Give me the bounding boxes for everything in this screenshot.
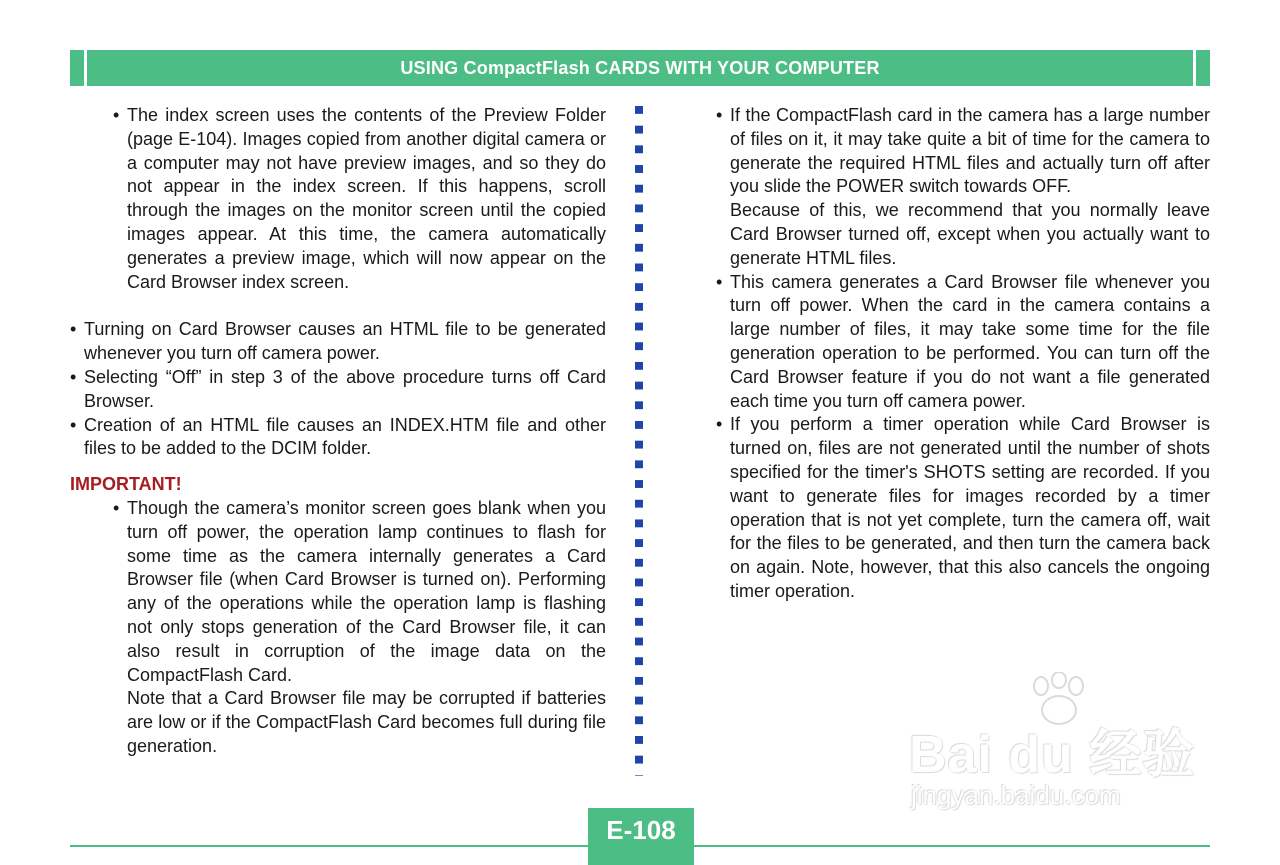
left-column (70, 104, 606, 759)
baidu-watermark (905, 672, 1205, 812)
spacer (70, 294, 606, 318)
important-note: Note that a Card Browser file may be corrupted if batteries are low or if the CompactFlash Card becomes full during file generation. (127, 688, 606, 756)
header-bar (70, 50, 1210, 86)
watermark-url: jingyan.baidu.com (911, 780, 1121, 810)
list-item: • If the CompactFlash card in the camera has a large number of files on it, it may take quite a bit of time for the camera to generate the required HTML files and actually turn off after you slide the POWER switch towards OFF. (716, 104, 1210, 199)
list-item-followup: Because of this, we recommend that you normally leave Card Browser turned off, except when you actually want to generate HTML files. (730, 200, 1210, 268)
right-column (716, 104, 1210, 604)
page-title: USING CompactFlash CARDS WITH YOUR COMPUTER (400, 58, 880, 78)
list-item: • Creation of an HTML file causes an INDEX.HTM file and other files to be added to the DCIM folder. (70, 414, 606, 462)
list-item: • This camera generates a Card Browser file whenever you turn off power. When the card in the camera contains a large number of files, it may take some time for the file generation operation to be performed. You can turn off the Card Browser feature if you do not want a file generated each time you turn off camera power. (716, 271, 1210, 414)
important-bullet: • Though the camera’s monitor screen goes blank when you turn off power, the operation lamp continues to flash for some time as the camera internally generates a Card Browser file (when Card Browser is turned on). Performing any of the operations while the operation lamp is flashing not only stops generation of the Card Browser file, it can also result in corruption of the image data on the CompactFlash Card. (113, 497, 606, 687)
list-item: • Selecting “Off” in step 3 of the above procedure turns off Card Browser. (70, 366, 606, 414)
intro-bullet: • The index screen uses the contents of the Preview Folder (page E-104). Images copied from another digital camera or a computer may not have preview images, and so they do not appear in the index screen. If this happens, scroll through the images on the monitor screen until the copied images appear. At this time, the camera automatically generates a preview image, which will now appear on the Card Browser index screen. (113, 104, 606, 294)
page-number: E-108 (606, 815, 676, 845)
page-number-box (588, 808, 694, 865)
column-divider-dots (635, 106, 643, 776)
watermark-logo-text: Bai du 经验 (909, 726, 1196, 784)
important-heading: IMPORTANT! (70, 474, 182, 495)
list-item: • If you perform a timer operation while Card Browser is turned on, files are not generated until the number of shots specified for the timer's SHOTS setting are recorded. If you want to generate files for images recorded by a timer operation that is not yet complete, turn the camera off, wait for the files to be generated, and then turn the camera back on again. Note, however, that this also cancels the ongoing timer operation. (716, 413, 1210, 603)
list-item: • Turning on Card Browser causes an HTML file to be generated whenever you turn off camera power. (70, 318, 606, 366)
